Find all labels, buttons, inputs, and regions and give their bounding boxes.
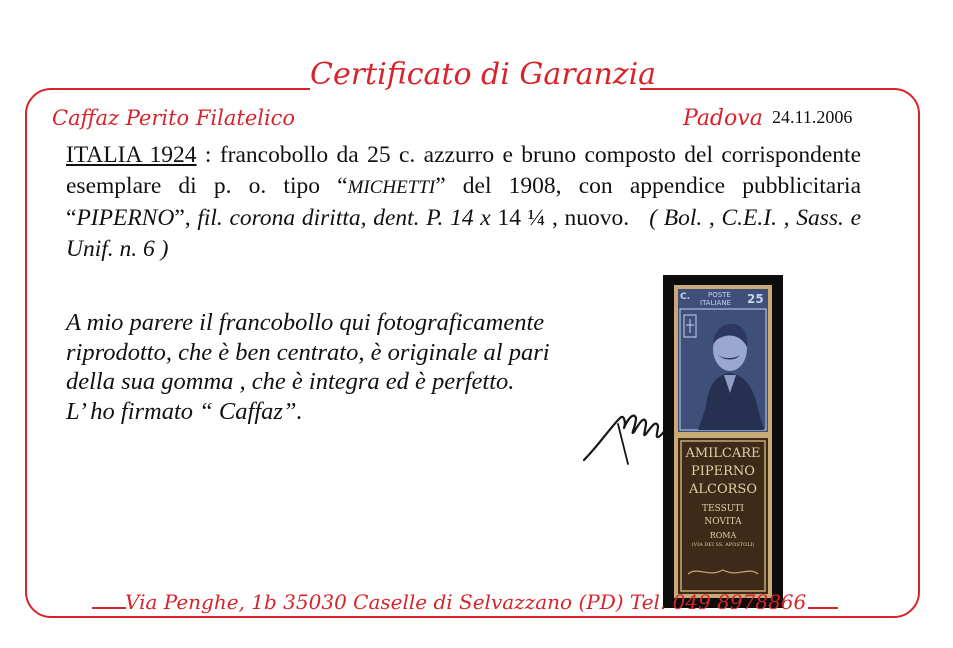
opinion-line: L’ ho firmato “ Caffaz”.: [66, 397, 303, 425]
title-area: [310, 52, 657, 98]
king-portrait-icon: [678, 289, 768, 432]
stamp-paper: [674, 285, 772, 598]
catalog-references: ( Bol. , C.E.I. , Sass. e Unif. n. 6 ): [66, 205, 862, 262]
expert-name: Caffaz Perito Filatelico: [52, 106, 296, 130]
expert-opinion: [66, 308, 626, 426]
type-name: MICHETTI: [347, 176, 436, 198]
stamp-value: 25: [747, 292, 764, 306]
watermark-perforation: fil. corona diritta, dent. P. 14 x: [197, 205, 491, 231]
issue-place: Padova: [683, 106, 763, 131]
footer-address: Via Penghe, 1b 35030 Caselle di Selvazzano (PD) Tel. 049 8978866: [125, 590, 807, 614]
stamp-header-line2: ITALIANE: [700, 299, 731, 307]
description-line-3a: appendice pubblicitaria “: [66, 172, 862, 231]
description-line-4a: 14 ¼ , nuovo.: [497, 205, 630, 231]
certificate-title: Certificato di Garanzia: [310, 57, 657, 92]
stamp-description: [66, 140, 861, 264]
description-line-2b: ” del 1908, con: [435, 172, 613, 199]
description-line-3b: ”,: [174, 205, 198, 231]
advert-small-text: (VIA DEI SS. APOSTOLI): [691, 542, 755, 548]
opinion-line: A mio parere il francobollo qui fotograficamente: [66, 309, 545, 336]
advert-line: TESSUTI: [702, 504, 744, 514]
stamp-header-line1: POSTE: [708, 291, 731, 299]
advert-line: ROMA: [709, 531, 737, 540]
stamp-portrait-panel: [678, 289, 768, 432]
opinion-line: della sua gomma , che è integra ed è perfetto.: [66, 368, 515, 395]
advert-line: NOVITA: [704, 517, 742, 527]
advert-line: AMILCARE: [685, 446, 761, 461]
stamp-cent-mark: C.: [680, 292, 691, 302]
country-year: ITALIA 1924: [66, 142, 197, 168]
description-line-2a: corrispondente esemplare di p. o. tipo “: [66, 142, 862, 199]
issue-date: 24.11.2006: [772, 107, 853, 127]
advert-frame-icon: [678, 438, 768, 594]
advert-line: ALCORSO: [689, 482, 757, 497]
footer-line-left: [92, 607, 126, 609]
description-line-1: : francobollo da 25 c. azzurro e bruno composto del: [204, 142, 713, 168]
opinion-line: riprodotto, che è ben centrato, è originale al pari: [66, 338, 550, 366]
stamp-advert-panel: [678, 438, 768, 594]
advert-name: PIPERNO: [76, 205, 175, 231]
footer-line-right: [808, 607, 838, 609]
stamp-photo: [663, 275, 783, 608]
advert-line: PIPERNO: [691, 464, 755, 479]
